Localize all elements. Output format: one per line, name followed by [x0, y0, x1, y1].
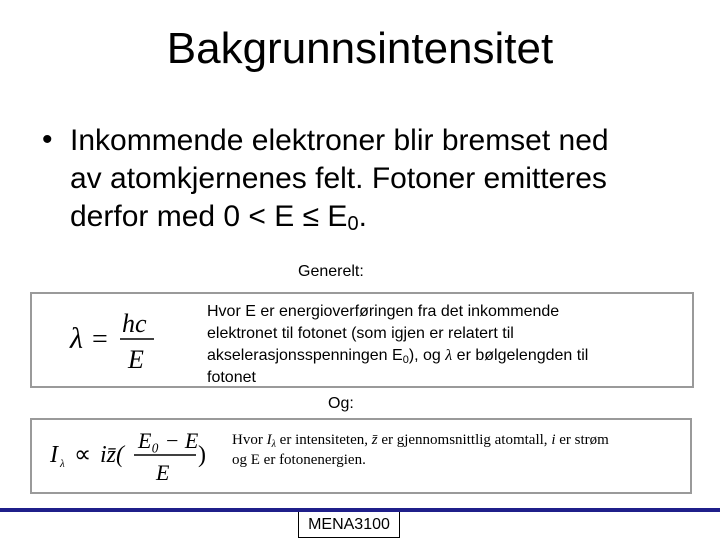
- formula-2-iz: iz̄(: [100, 442, 124, 468]
- formula-1-denominator: E: [128, 345, 144, 374]
- box2-text-a: Hvor: [232, 432, 267, 448]
- bullet-text: [70, 122, 690, 236]
- box2-description: [232, 430, 682, 470]
- box1-line-3c: er bølgelengden til: [452, 347, 589, 364]
- box1-line-3a: akselerasjonsspenningen E: [207, 347, 403, 364]
- og-label: Og:: [328, 395, 354, 412]
- box2-text-b: er intensiteten,: [275, 432, 372, 448]
- formula-1-eq: =: [92, 324, 108, 355]
- box1-line-3b: ), og: [408, 347, 446, 364]
- box2-intensity-symbol: I: [266, 432, 272, 448]
- box1-lambda: λ: [445, 347, 453, 364]
- box1-line-3: [207, 345, 667, 367]
- formula-1: [62, 306, 162, 376]
- bullet-line-1: Inkommende elektroner blir bremset ned: [70, 124, 609, 157]
- bullet-line-3-end: .: [358, 200, 367, 233]
- box2-text-c: er gjennomsnittlig atomtall,: [377, 432, 552, 448]
- box2-current-symbol: i: [551, 432, 556, 448]
- formula-2-close: ): [198, 442, 206, 468]
- formula-2: [46, 422, 226, 488]
- bullet-line-3: [70, 198, 690, 236]
- bullet-line-3-main: derfor med 0 < E ≤ E: [70, 200, 348, 233]
- box1-line-3-sub: 0: [402, 354, 409, 366]
- box1-description: [207, 301, 667, 389]
- box2-line-1: [232, 430, 682, 450]
- formula-2-lhs-sub: λ: [60, 458, 65, 470]
- box1-line-2: elektronet til fotonet (som igjen er relatert til: [207, 325, 514, 342]
- box1-line-4: fotonet: [207, 369, 256, 386]
- formula-1-lhs: λ: [70, 322, 83, 355]
- bullet-line-2: av atomkjernenes felt. Fotoner emitteres: [70, 162, 607, 195]
- box2-intensity-sub: λ: [271, 439, 276, 450]
- footer-course-code: MENA3100: [308, 516, 390, 533]
- box2-line-2: og E er fotonenergien.: [232, 452, 366, 468]
- bullet-line-3-sub: 0: [347, 213, 359, 235]
- formula-2-lhs: I: [50, 442, 58, 468]
- slide-title: Bakgrunnsintensitet: [166, 24, 554, 73]
- formula-2-numerator: E₀ − E: [138, 428, 199, 453]
- box1-line-1: Hvor E er energioverføringen fra det inkommende: [207, 303, 560, 320]
- box2-text-d: er strøm: [555, 432, 609, 448]
- box2-z-symbol: z̄: [371, 432, 378, 448]
- bullet-icon: •: [42, 123, 53, 156]
- generelt-label: Generelt:: [298, 263, 364, 280]
- formula-2-denominator: E: [156, 460, 170, 485]
- formula-2-prop: ∝: [74, 442, 92, 468]
- formula-1-numerator: hc: [122, 309, 147, 338]
